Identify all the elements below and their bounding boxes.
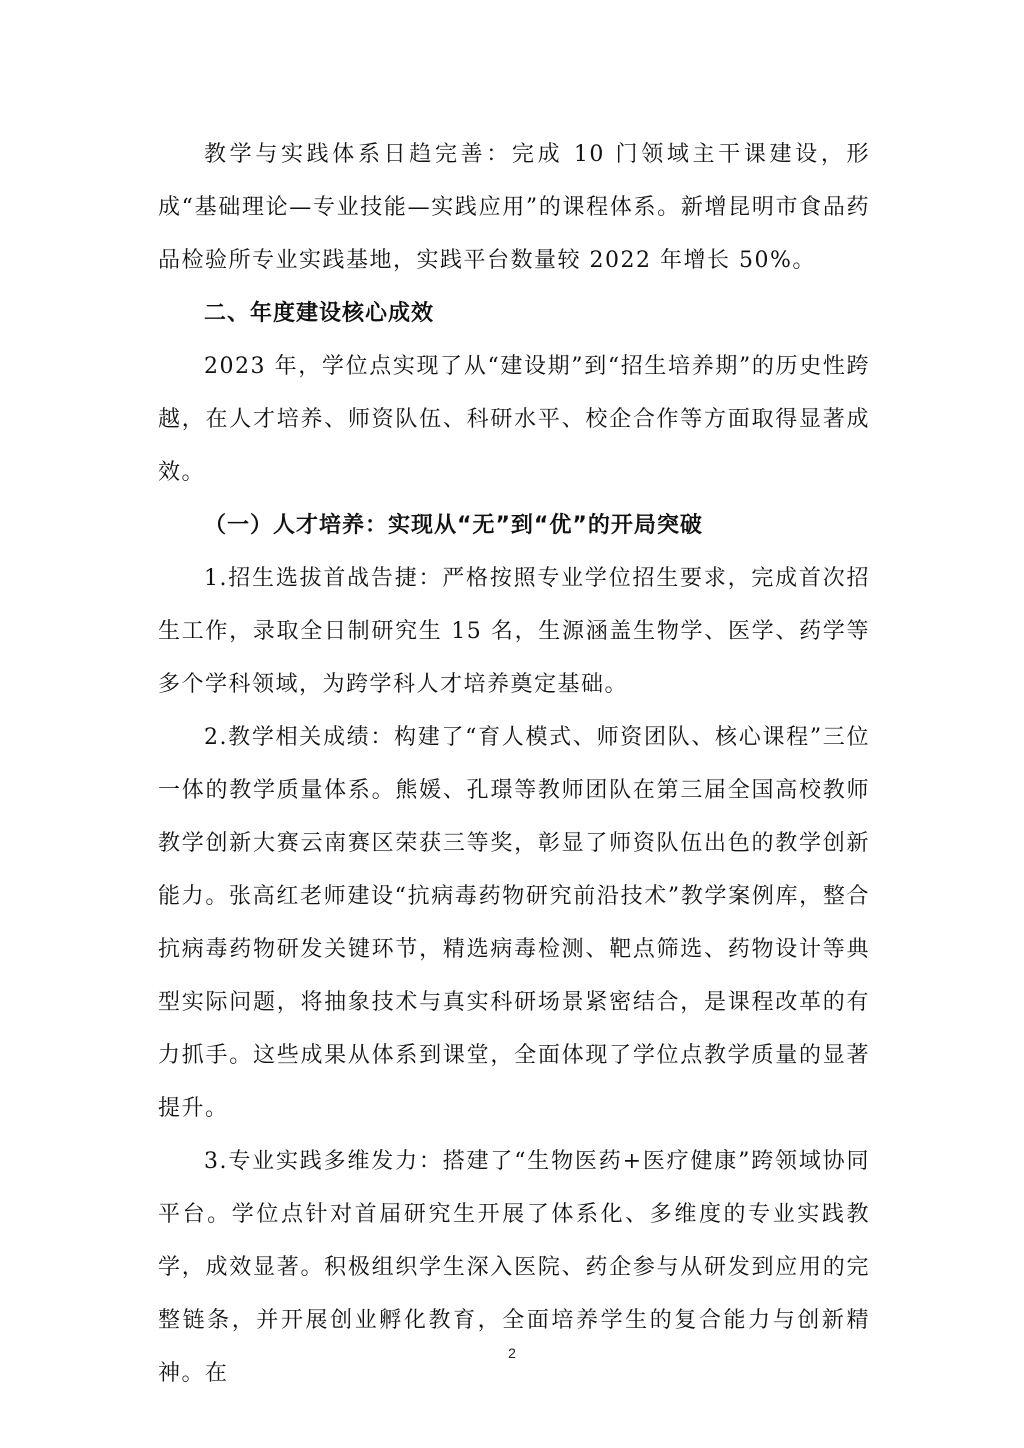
- paragraph-teaching-system: 教学与实践体系日趋完善：完成 10 门领域主干课建设，形成“基础理论—专业技能—实践应用”的课程体系。新增昆明市食品药品检验所专业实践基地，实践平台数量较 2022 年增长 50%。: [158, 142, 870, 273]
- paragraph-enrollment: 1.招生选拔首战告捷：严格按照专业学位招生要求，完成首次招生工作，录取全日制研究生 15 名，生源涵盖生物学、医学、药学等多个学科领域，为跨学科人才培养奠定基础。: [158, 566, 870, 697]
- page-number: 2: [508, 1345, 516, 1361]
- paragraph-professional-practice: 3.专业实践多维发力：搭建了“生物医药+医疗健康”跨领域协同平台。学位点针对首届研究生开展了体系化、多维度的专业实践教学，成效显著。积极组织学生深入医院、药企参与从研发到应用的完整链条，并开展创业孵化教育，全面培养学生的复合能力与创新精神。在: [158, 1149, 870, 1386]
- paragraph-teaching-results: 2.教学相关成绩：构建了“育人模式、师资团队、核心课程”三位一体的教学质量体系。熊媛、孔璟等教师团队在第三届全国高校教师教学创新大赛云南赛区荣获三等奖，彰显了师资队伍出色的教学创新能力。张高红老师建设“抗病毒药物研究前沿技术”教学案例库，整合抗病毒药物研发关键环节，精选病毒检测、靶点筛选、药物设计等典型实际问题，将抽象技术与真实科研场景紧密结合，是课程改革的有力抓手。这些成果从体系到课堂，全面体现了学位点教学质量的显著提升。: [158, 725, 870, 1121]
- subsection-heading-talent-training: （一）人才培养：实现从“无”到“优”的开局突破: [204, 513, 703, 538]
- section-heading-core-achievements: 二、年度建设核心成效: [204, 301, 435, 326]
- document-body: [158, 128, 870, 1400]
- paragraph-2023-overview: 2023 年，学位点实现了从“建设期”到“招生培养期”的历史性跨越，在人才培养、师资队伍、科研水平、校企合作等方面取得显著成效。: [158, 354, 870, 485]
